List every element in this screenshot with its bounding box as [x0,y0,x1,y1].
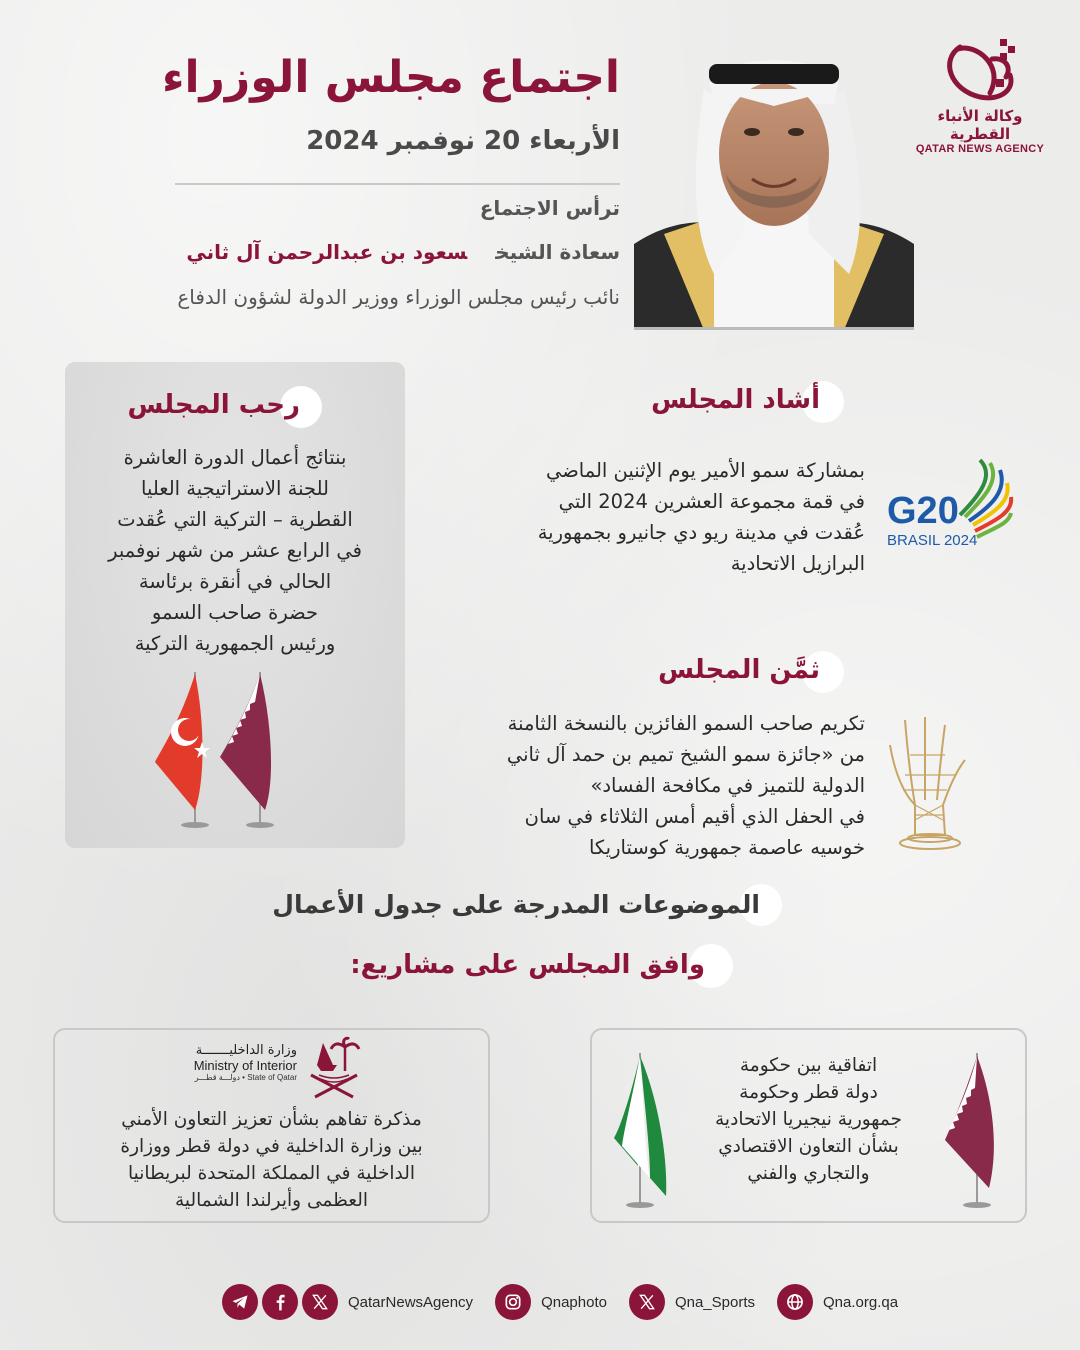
project-moi-body: مذكرة تفاهم بشأن تعزيز التعاون الأمني بين وزارة الداخلية في دولة قطر ووزارة الداخلية في المملكة المتحدة لبريطانيا العظمى وأيرلندا الشمالية [120,1109,423,1211]
approved-heading: وافق المجلس على مشاريع: [350,950,705,980]
svg-text:BRASIL 2024: BRASIL 2024 [887,532,978,549]
praised-heading: أشاد المجلس [651,385,820,415]
globe-icon[interactable] [777,1284,813,1320]
chairman-portrait [634,34,914,330]
social-label-website[interactable]: Qna.org.qa [823,1293,899,1311]
project-card-nigeria [590,1028,1027,1223]
social-label-qna-sports[interactable]: Qna_Sports [674,1293,755,1311]
x-icon[interactable] [302,1284,338,1320]
welcomed-heading: رحب المجلس [128,390,301,420]
logo-english-text: QATAR NEWS AGENCY [915,143,1045,155]
valued-body: تكريم صاحب السمو الفائزين بالنسخة الثامنة من «جائزة سمو الشيخ تميم بن حمد آل ثاني الدولية للتميز في مكافحة الفساد» في الحفل الذي أقيم أمس الثلاثاء في سان خوسيه عاصمة جمهورية كوستاريكا [506,712,865,859]
award-hand-image [885,705,975,855]
valued-heading: ثمَّن المجلس [658,655,820,685]
turkey-qatar-flags-image [150,662,300,832]
x-icon[interactable] [629,1284,665,1320]
welcomed-body: بنتائج أعمال الدورة العاشرة للجنة الاستراتيجية العليا القطرية – التركية التي عُقدت في الرابع عشر من شهر نوفمبر الحالي في أنقرة برئاسة حضرة صاحب السمو ورئيس الجمهورية التركية [108,446,362,655]
moi-logo: وزارة الداخليـــــــة Ministry of Interior State of Qatar • دولـــة قطـــر [185,1035,365,1101]
social-footer [222,1282,920,1322]
logo-arabic-text: وكالة الأنباء القطرية [937,107,1023,143]
project-nigeria-body: اتفاقية بين حكومة دولة قطر وحكومة جمهورية نيجيريا الاتحادية بشأن التعاون الاقتصادي والتجاري والفني [715,1055,902,1184]
chairman-honorific: سعادة الشيخ [495,240,620,264]
meeting-date: الأربعاء 20 نوفمبر 2024 [306,126,620,156]
svg-text:G20: G20 [887,490,959,532]
chaired-label: ترأس الاجتماع [479,196,620,220]
qatar-emblem-icon [303,1035,365,1101]
instagram-icon[interactable] [495,1284,531,1320]
chairman-position: نائب رئيس مجلس الوزراء ووزير الدولة لشؤون الدفاع [177,285,620,309]
chairman-name: سعود بن عبدالرحمن آل ثاني [186,240,468,264]
praised-body: بمشاركة سمو الأمير يوم الإثنين الماضي في قمة مجموعة العشرين 2024 التي عُقدت في مدينة ريو دي جانيرو بجمهورية البرازيل الاتحادية [537,459,865,575]
qna-emblem-icon [930,35,1030,105]
facebook-icon[interactable] [262,1284,298,1320]
g20-brasil-logo [885,455,1015,555]
agenda-heading: الموضوعات المدرجة على جدول الأعمال [272,890,760,919]
page-title: اجتماع مجلس الوزراء [161,52,620,103]
social-label-qnaphoto[interactable]: Qnaphoto [541,1293,607,1311]
header-divider [175,183,620,185]
chairman-name-line [186,240,620,264]
project-card-moi [53,1028,490,1223]
qna-logo [905,35,1055,155]
qatar-flag-image [937,1048,1007,1208]
social-label-qatarnewsagency[interactable]: QatarNewsAgency [348,1293,474,1311]
nigeria-flag-image [610,1048,680,1208]
telegram-icon[interactable] [222,1284,258,1320]
welcomed-card [65,362,405,848]
